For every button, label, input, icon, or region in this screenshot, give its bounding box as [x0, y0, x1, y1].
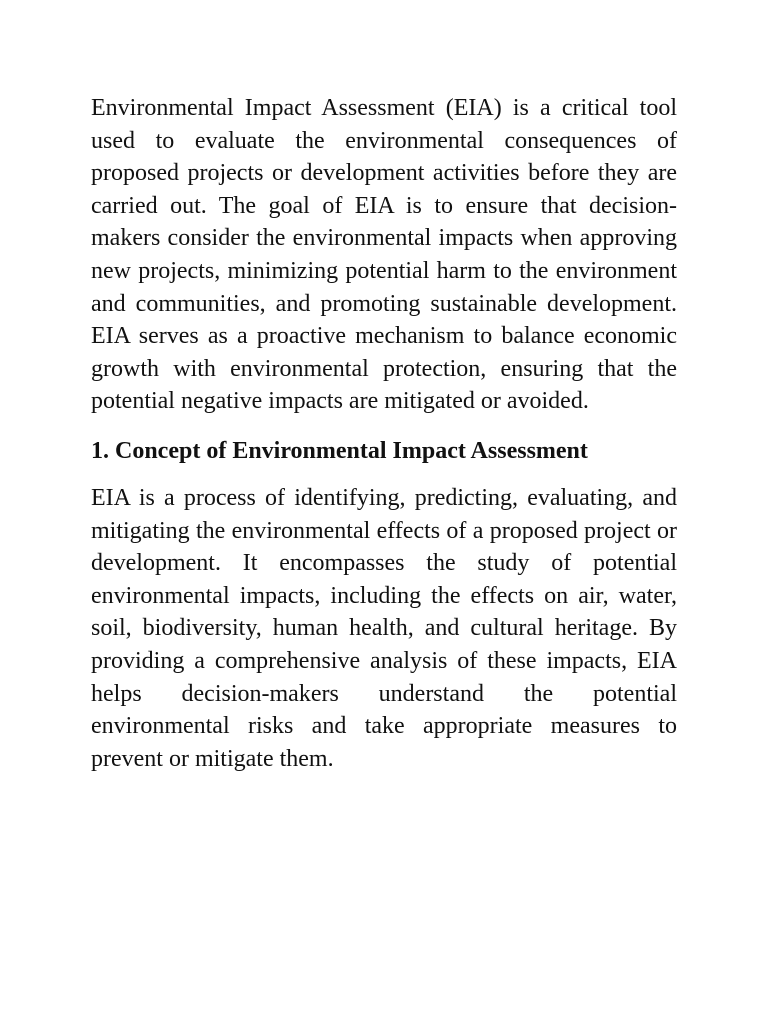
section-paragraph: EIA is a process of identifying, predicting, evaluating, and mitigating the environmental effects of a proposed project or development. It encompasses the study of potential environmental impacts, including the effects on air, water, soil, biodiversity, human health, and cultural heritage. By providing a comprehensive analysis of these impacts, EIA helps decision-makers understand the potential environmental risks and take appropriate measures to prevent or mitigate them.	[91, 484, 677, 772]
document-page	[91, 92, 677, 775]
intro-paragraph: Environmental Impact Assessment (EIA) is a critical tool used to evaluate the environmental consequences of proposed projects or development activities before they are carried out. The goal of EIA is to ensure that decision-makers consider the environmental impacts when approving new projects, minimizing potential harm to the environment and communities, and promoting sustainable development. EIA serves as a proactive mechanism to balance economic growth with environmental protection, ensuring that the potential negative impacts are mitigated or avoided.	[91, 95, 677, 415]
section-heading: 1. Concept of Environmental Impact Assessment	[91, 437, 588, 464]
